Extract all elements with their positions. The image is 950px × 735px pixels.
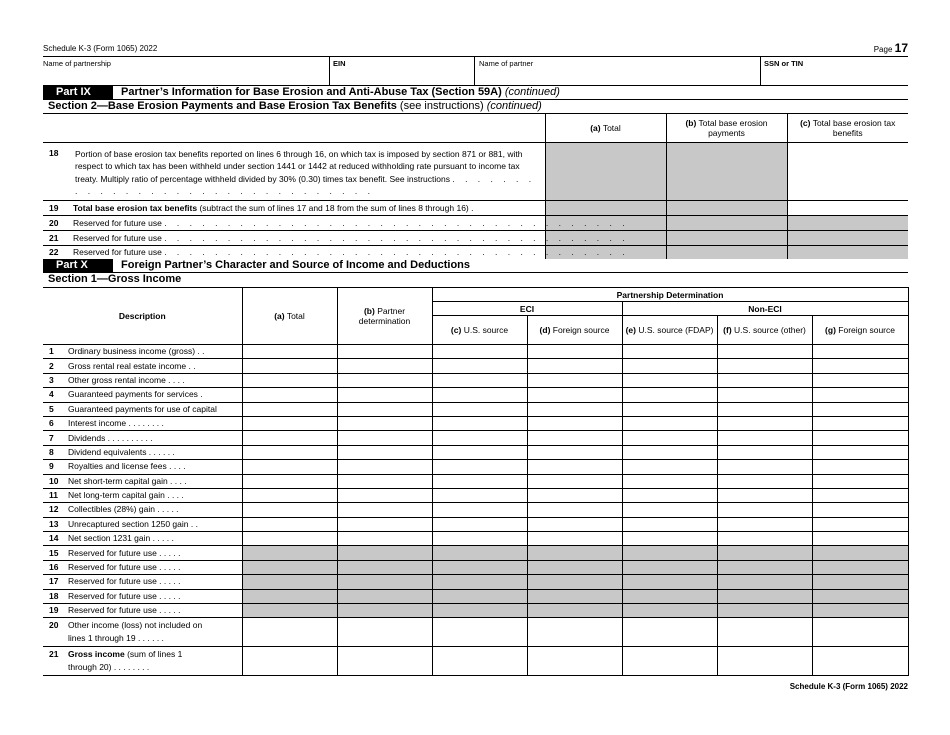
- part-x-section-title: Section 1—Gross Income: [48, 273, 182, 285]
- table-row: [43, 546, 908, 560]
- table-row: [43, 575, 908, 589]
- table-row: [43, 388, 908, 402]
- amount-cell[interactable]: [717, 474, 812, 488]
- amount-cell[interactable]: [717, 402, 812, 416]
- amount-cell[interactable]: [717, 460, 812, 474]
- amount-cell: [812, 604, 908, 618]
- amount-cell[interactable]: [622, 460, 717, 474]
- amount-cell[interactable]: [337, 431, 432, 445]
- amount-cell[interactable]: [337, 416, 432, 430]
- amount-cell[interactable]: [337, 503, 432, 517]
- amount-cell[interactable]: [527, 517, 622, 531]
- amount-cell[interactable]: [432, 402, 527, 416]
- amount-cell[interactable]: [622, 416, 717, 430]
- amount-cell: [432, 604, 527, 618]
- amount-cell[interactable]: [717, 488, 812, 502]
- amount-cell[interactable]: [622, 503, 717, 517]
- line-description: Net section 1231 gain . . . . .: [67, 532, 242, 546]
- table-row: [43, 503, 908, 517]
- amount-cell[interactable]: [432, 532, 527, 546]
- table-row: 21 Gross income (sum of lines 1 through 20) . . . . . . . .: [43, 647, 908, 676]
- amount-cell[interactable]: [337, 402, 432, 416]
- table-row: 20 Reserved for future use . . . . . . . . . . . . . . . . . . . . . . . . . . . . . . . . . . . . .: [43, 215, 908, 230]
- amount-cell[interactable]: [622, 431, 717, 445]
- amount-cell: [717, 589, 812, 603]
- amount-cell[interactable]: [812, 532, 908, 546]
- part-ix-label: Part IX: [43, 86, 113, 99]
- table-row: [43, 560, 908, 574]
- amount-cell[interactable]: [812, 445, 908, 459]
- amount-cell[interactable]: [717, 532, 812, 546]
- amount-cell[interactable]: [432, 431, 527, 445]
- amount-cell[interactable]: [432, 388, 527, 402]
- table-row: [43, 604, 908, 618]
- amount-cell[interactable]: [717, 388, 812, 402]
- amount-cell[interactable]: [242, 532, 337, 546]
- table-row: [43, 532, 908, 546]
- form-page: [43, 40, 908, 691]
- amount-cell[interactable]: [622, 517, 717, 531]
- amount-cell[interactable]: [432, 460, 527, 474]
- amount-cell[interactable]: [242, 445, 337, 459]
- amount-cell[interactable]: [432, 416, 527, 430]
- page-number: Page 17: [873, 41, 908, 55]
- line-number: 19: [43, 604, 67, 618]
- amount-cell[interactable]: [242, 359, 337, 373]
- amount-cell: [337, 604, 432, 618]
- line-number: 1: [43, 345, 67, 359]
- amount-cell: [242, 604, 337, 618]
- table-row: [43, 517, 908, 531]
- amount-cell[interactable]: [527, 460, 622, 474]
- line-18-col-a: [545, 142, 666, 200]
- table-row: 20 Other income (loss) not included on lines 1 through 19 . . . . . .: [43, 618, 908, 647]
- amount-cell: [812, 575, 908, 589]
- amount-cell[interactable]: [337, 388, 432, 402]
- line-18-col-c[interactable]: [787, 142, 908, 200]
- amount-cell[interactable]: [432, 517, 527, 531]
- part-x-title: Foreign Partner’s Character and Source of Income and Deductions: [121, 259, 471, 271]
- amount-cell: [432, 560, 527, 574]
- amount-cell[interactable]: [717, 416, 812, 430]
- amount-cell: [622, 575, 717, 589]
- amount-cell[interactable]: [527, 532, 622, 546]
- amount-cell[interactable]: [432, 373, 527, 387]
- amount-cell[interactable]: [337, 474, 432, 488]
- amount-cell[interactable]: [717, 517, 812, 531]
- part-x-table: [43, 287, 909, 676]
- line-description: Dividends . . . . . . . . . .: [67, 431, 242, 445]
- line-description: Guaranteed payments for services .: [67, 388, 242, 402]
- amount-cell: [337, 546, 432, 560]
- amount-cell: [432, 589, 527, 603]
- form-name: Schedule K-3 (Form 1065) 2022: [43, 44, 158, 53]
- amount-cell[interactable]: [242, 488, 337, 502]
- amount-cell[interactable]: [432, 503, 527, 517]
- col-c-header: (c) Total base erosion tax benefits: [787, 114, 908, 142]
- amount-cell[interactable]: [527, 416, 622, 430]
- line-number: 4: [43, 388, 67, 402]
- table-row: 22 Reserved for future use . . . . . . . . . . . . . . . . . . . . . . . . . . . . . . . . . . . . .: [43, 245, 908, 259]
- amount-cell[interactable]: [622, 388, 717, 402]
- amount-cell[interactable]: [527, 488, 622, 502]
- amount-cell[interactable]: [812, 345, 908, 359]
- non-eci-header: Non-ECI: [622, 302, 908, 316]
- amount-cell[interactable]: [812, 431, 908, 445]
- partnership-name-label: Name of partnership: [43, 59, 111, 68]
- amount-cell[interactable]: [812, 474, 908, 488]
- partner-name-label: Name of partner: [479, 59, 534, 68]
- amount-cell: [527, 546, 622, 560]
- line-number: 17: [43, 575, 67, 589]
- table-row: [43, 488, 908, 502]
- amount-cell[interactable]: [432, 474, 527, 488]
- amount-cell[interactable]: [337, 345, 432, 359]
- line-number: 2: [43, 359, 67, 373]
- table-row: [43, 345, 908, 359]
- amount-cell: [432, 546, 527, 560]
- amount-cell[interactable]: [527, 345, 622, 359]
- line-number: 5: [43, 402, 67, 416]
- amount-cell[interactable]: [527, 359, 622, 373]
- amount-cell[interactable]: [242, 373, 337, 387]
- table-row: [43, 445, 908, 459]
- line-number: 8: [43, 445, 67, 459]
- col-e-header: (e) U.S. source (FDAP): [622, 316, 717, 345]
- amount-cell: [717, 575, 812, 589]
- col-a-header: (a) Total: [545, 114, 666, 142]
- table-row: [43, 431, 908, 445]
- amount-cell[interactable]: [622, 445, 717, 459]
- amount-cell: [622, 604, 717, 618]
- line-number: 6: [43, 416, 67, 430]
- line-description: Reserved for future use . . . . .: [67, 546, 242, 560]
- amount-cell[interactable]: [337, 373, 432, 387]
- line-number: 3: [43, 373, 67, 387]
- amount-cell[interactable]: [337, 488, 432, 502]
- amount-cell[interactable]: [717, 431, 812, 445]
- part-x-header: [43, 259, 908, 273]
- amount-cell[interactable]: [717, 445, 812, 459]
- form-footer: Schedule K-3 (Form 1065) 2022: [789, 682, 908, 691]
- part-ix-header: [43, 86, 908, 100]
- amount-cell[interactable]: [337, 517, 432, 531]
- amount-cell: [337, 560, 432, 574]
- amount-cell[interactable]: [812, 373, 908, 387]
- line-number: 11: [43, 488, 67, 502]
- table-row: [43, 373, 908, 387]
- line-description: Collectibles (28%) gain . . . . .: [67, 503, 242, 517]
- amount-cell: [527, 589, 622, 603]
- amount-cell[interactable]: [432, 445, 527, 459]
- amount-cell[interactable]: [717, 373, 812, 387]
- amount-cell[interactable]: [717, 359, 812, 373]
- col-c-header: (c) U.S. source: [432, 316, 527, 345]
- line-description: Other gross rental income . . . .: [67, 373, 242, 387]
- amount-cell[interactable]: [242, 416, 337, 430]
- amount-cell: [812, 589, 908, 603]
- description-header: Description: [43, 288, 242, 345]
- amount-cell[interactable]: [622, 359, 717, 373]
- line-number: 7: [43, 431, 67, 445]
- amount-cell[interactable]: [242, 388, 337, 402]
- line-description: Gross rental real estate income . .: [67, 359, 242, 373]
- amount-cell[interactable]: [812, 402, 908, 416]
- col-f-header: (f) U.S. source (other): [717, 316, 812, 345]
- amount-cell[interactable]: [527, 402, 622, 416]
- amount-cell[interactable]: [622, 373, 717, 387]
- amount-cell[interactable]: [717, 503, 812, 517]
- line-description: Reserved for future use . . . . .: [67, 560, 242, 574]
- part-ix-column-headers: [43, 114, 908, 142]
- line-number: 14: [43, 532, 67, 546]
- amount-cell: [242, 546, 337, 560]
- amount-cell[interactable]: [812, 517, 908, 531]
- amount-cell[interactable]: [812, 503, 908, 517]
- amount-cell[interactable]: [622, 345, 717, 359]
- line-19-col-c[interactable]: [787, 200, 908, 215]
- amount-cell[interactable]: [527, 503, 622, 517]
- amount-cell: [242, 589, 337, 603]
- ein-label: EIN: [333, 59, 346, 68]
- line-description: Dividend equivalents . . . . . .: [67, 445, 242, 459]
- amount-cell: [717, 560, 812, 574]
- page-header: [43, 40, 908, 56]
- line-description: Net short-term capital gain . . . .: [67, 474, 242, 488]
- line-description: Royalties and license fees . . . .: [67, 460, 242, 474]
- amount-cell[interactable]: [812, 388, 908, 402]
- amount-cell[interactable]: [432, 488, 527, 502]
- amount-cell: [337, 589, 432, 603]
- col-b-header: (b) Total base erosion payments: [666, 114, 787, 142]
- amount-cell: [717, 546, 812, 560]
- line-description: Net long-term capital gain . . . .: [67, 488, 242, 502]
- amount-cell: [527, 604, 622, 618]
- line-description: Interest income . . . . . . . .: [67, 416, 242, 430]
- partnership-determination-header: Partnership Determination: [432, 288, 908, 302]
- amount-cell[interactable]: [337, 359, 432, 373]
- line-number: 18: [43, 589, 67, 603]
- table-row: [43, 460, 908, 474]
- eci-header: ECI: [432, 302, 622, 316]
- line-description: Guaranteed payments for use of capital: [67, 402, 242, 416]
- table-row: [43, 474, 908, 488]
- amount-cell[interactable]: [242, 402, 337, 416]
- amount-cell[interactable]: [337, 532, 432, 546]
- amount-cell[interactable]: [527, 388, 622, 402]
- amount-cell: [622, 560, 717, 574]
- amount-cell[interactable]: [242, 345, 337, 359]
- line-description: Ordinary business income (gross) . .: [67, 345, 242, 359]
- amount-cell[interactable]: [527, 445, 622, 459]
- amount-cell[interactable]: [812, 488, 908, 502]
- line-number: 12: [43, 503, 67, 517]
- amount-cell: [717, 604, 812, 618]
- line-18-col-b: [666, 142, 787, 200]
- amount-cell[interactable]: [527, 431, 622, 445]
- amount-cell: [622, 546, 717, 560]
- amount-cell: [527, 575, 622, 589]
- part-ix-section-title: Section 2—Base Erosion Payments and Base Erosion Tax Benefits (see instructions) (continued): [43, 100, 908, 114]
- amount-cell[interactable]: [242, 431, 337, 445]
- amount-cell[interactable]: [242, 517, 337, 531]
- amount-cell[interactable]: [622, 488, 717, 502]
- col-g-header: (g) Foreign source: [812, 316, 908, 345]
- part-ix-table: [43, 114, 908, 259]
- amount-cell: [622, 589, 717, 603]
- amount-cell: [527, 560, 622, 574]
- amount-cell: [432, 575, 527, 589]
- amount-cell[interactable]: [622, 532, 717, 546]
- table-row: [43, 402, 908, 416]
- amount-cell[interactable]: [432, 345, 527, 359]
- line-description: Reserved for future use . . . . .: [67, 604, 242, 618]
- amount-cell[interactable]: [812, 359, 908, 373]
- line-number: 16: [43, 560, 67, 574]
- col-b-partner-determination-header: (b) Partner determination: [337, 288, 432, 345]
- line-number: 9: [43, 460, 67, 474]
- amount-cell[interactable]: [622, 402, 717, 416]
- amount-cell[interactable]: [527, 373, 622, 387]
- amount-cell[interactable]: [622, 474, 717, 488]
- part-ix-title: Partner’s Information for Base Erosion and Anti-Abuse Tax (Section 59A) (continued): [121, 86, 560, 98]
- amount-cell: [337, 575, 432, 589]
- amount-cell: [812, 560, 908, 574]
- amount-cell[interactable]: [337, 445, 432, 459]
- amount-cell[interactable]: [242, 474, 337, 488]
- amount-cell: [812, 546, 908, 560]
- amount-cell: [242, 575, 337, 589]
- line-description: Reserved for future use . . . . .: [67, 589, 242, 603]
- ssn-tin-label: SSN or TIN: [764, 59, 804, 68]
- table-row: [43, 589, 908, 603]
- amount-cell[interactable]: [527, 474, 622, 488]
- line-number: 13: [43, 517, 67, 531]
- name-row: [43, 56, 908, 86]
- amount-cell[interactable]: [812, 416, 908, 430]
- col-d-header: (d) Foreign source: [527, 316, 622, 345]
- table-row: 19 Total base erosion tax benefits (subtract the sum of lines 17 and 18 from the sum of lines 8 through 16) .: [43, 200, 908, 215]
- amount-cell[interactable]: [717, 345, 812, 359]
- line-number: 10: [43, 474, 67, 488]
- line-description: Reserved for future use . . . . .: [67, 575, 242, 589]
- line-number: 15: [43, 546, 67, 560]
- table-row: 18 Portion of base erosion tax benefits reported on lines 6 through 16, on which tax is imposed by section 871 or 881, with respect to which tax has been withheld under section 1441 or 1442 at reduced withholding rate pursuant to income tax treaty. Multiply ratio of percentage withheld divided by 30% (0.30) times tax benefit. See instructions . . . . . . . . . . . . . . . . . . . . . . . . . . . . . . .: [43, 142, 908, 200]
- col-a-total-header: (a) Total: [242, 288, 337, 345]
- amount-cell[interactable]: [242, 503, 337, 517]
- line-description: Unrecaptured section 1250 gain . .: [67, 517, 242, 531]
- table-row: 21 Reserved for future use . . . . . . . . . . . . . . . . . . . . . . . . . . . . . . . . . . . . .: [43, 230, 908, 245]
- table-row: [43, 416, 908, 430]
- amount-cell[interactable]: [337, 460, 432, 474]
- amount-cell: [242, 560, 337, 574]
- table-row: [43, 359, 908, 373]
- amount-cell[interactable]: [432, 359, 527, 373]
- amount-cell[interactable]: [812, 460, 908, 474]
- part-x-label: Part X: [43, 259, 113, 272]
- amount-cell[interactable]: [242, 460, 337, 474]
